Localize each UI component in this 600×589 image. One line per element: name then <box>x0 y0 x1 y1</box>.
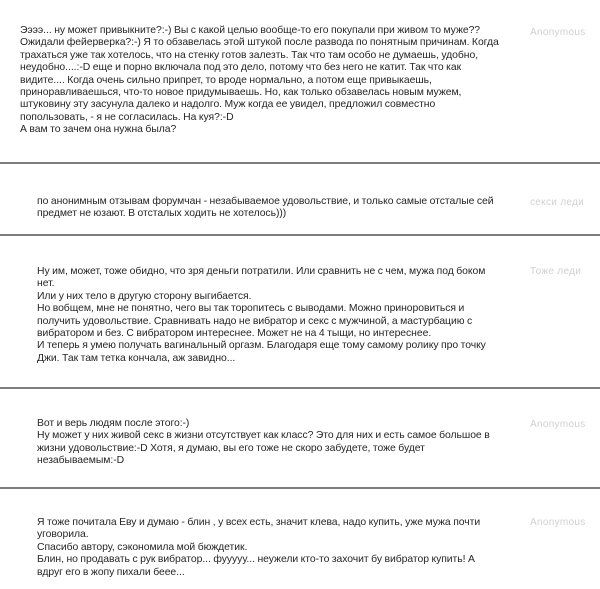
comment-line: Ну может у них живой секс в жизни отсутствует как класс? Это для них и есть самое большое в <box>37 430 490 442</box>
comment-line: И теперь я умею получать вагинальный оргазм. Благодаря еще тому самому ролику про точку <box>37 340 486 352</box>
comment-line: трахаться уже так хотелось, что на стенку готов залезть. Так что там особо не думаешь, удобно, <box>20 49 479 61</box>
comment-line: штуковину эту засунула далеко и надолго. Муж когда ее увидел, предложил совместно <box>20 99 436 111</box>
comment-divider <box>0 234 600 236</box>
comment-line: жизни удовольствие:-D Хотя, я думаю, вы его тоже не скоро забудете, тоже будет <box>37 442 425 454</box>
comment-divider <box>0 487 600 489</box>
comment-divider <box>0 387 600 389</box>
comment-text <box>37 418 537 468</box>
comment-author: Anonymous <box>530 27 586 38</box>
comment-line: Ээээ... ну может привыкните?:-) Вы с какой целью вообще-то его покупали при живом то муже?? <box>20 25 481 36</box>
comment-line: нет. <box>37 278 55 290</box>
comment-line: А вам то зачем она нужна была? <box>20 124 177 136</box>
comment-line: вдруг его в жопу пихали беее... <box>37 566 185 578</box>
comment-line: по анонимным отзывам форумчан - незабываемое удовольствие, и только самые отсталые сей <box>37 196 494 207</box>
comment-author: Тоже леди <box>530 266 582 277</box>
comment-line: уговорила. <box>37 529 89 541</box>
comment-line: неудобно....:-D еще и порно включала под это дело, потому что без него не катит. Так что как <box>20 62 462 74</box>
comment-line: Ну им, может, тоже обидно, что зря деньги потратили. Или сравнить не с чем, мужа под боком <box>37 266 486 277</box>
comment-line: Блин, но продавать с рук вибратор... фууууу... неужели кто-то захочит бу вибратор купить! А <box>37 554 475 566</box>
comment-line: Я тоже почитала Еву и думаю - блин , у всех есть, значит клева, надо купить, уже мужа почти <box>37 517 481 528</box>
comment-text <box>37 266 537 365</box>
comment-line: Джи. Так там тетка кончала, аж завидно... <box>37 352 236 364</box>
comment-author: Anonymous <box>530 419 586 430</box>
comment-divider <box>0 162 600 164</box>
comment-line: предмет не юзают. В отсталых ходить не хотелось))) <box>37 208 287 220</box>
comment-author: Anonymous <box>530 517 586 528</box>
comment-line: получить удовольствие. Сравнивать надо не вибратор и секс с мужчиной, а мастурбацию с <box>37 315 473 327</box>
comment-line: видите.... Когда очень сильно припрет, то вроде нормально, а потом еще привыкаешь, <box>20 74 432 86</box>
comment-line: попользовать, - я не согласилась. На куя?:-D <box>20 111 234 123</box>
comment-text <box>37 196 537 221</box>
comment-line: Спасибо автору, сэкономила мой бюждетик. <box>37 541 248 553</box>
comment-author: секси леди <box>530 197 585 208</box>
comment-line: Или у них тело в другую сторону выгибается. <box>37 290 252 302</box>
comment-line: Но вобщем, мне не понятно, чего вы так торопитесь с выводами. Можно приноровиться и <box>37 303 465 315</box>
comment-text <box>37 517 537 579</box>
comment-text <box>20 25 520 137</box>
comment-line: Ожидали фейерверка?:-) Я то обзавелась этой штукой после развода по понятным причинам. Когда <box>20 37 499 49</box>
comment-line: Вот и верь людям после этого:-) <box>37 418 190 429</box>
comment-line: вибратором и без. С вибратором интереснее. Может не на 4 тыщи, но интереснее. <box>37 328 432 340</box>
comment-line: незабываемым:-D <box>37 455 125 467</box>
comment-line: приноравливаешься, что-то новое придумываешь. Но, как только обзавелась новым мужем, <box>20 87 462 99</box>
